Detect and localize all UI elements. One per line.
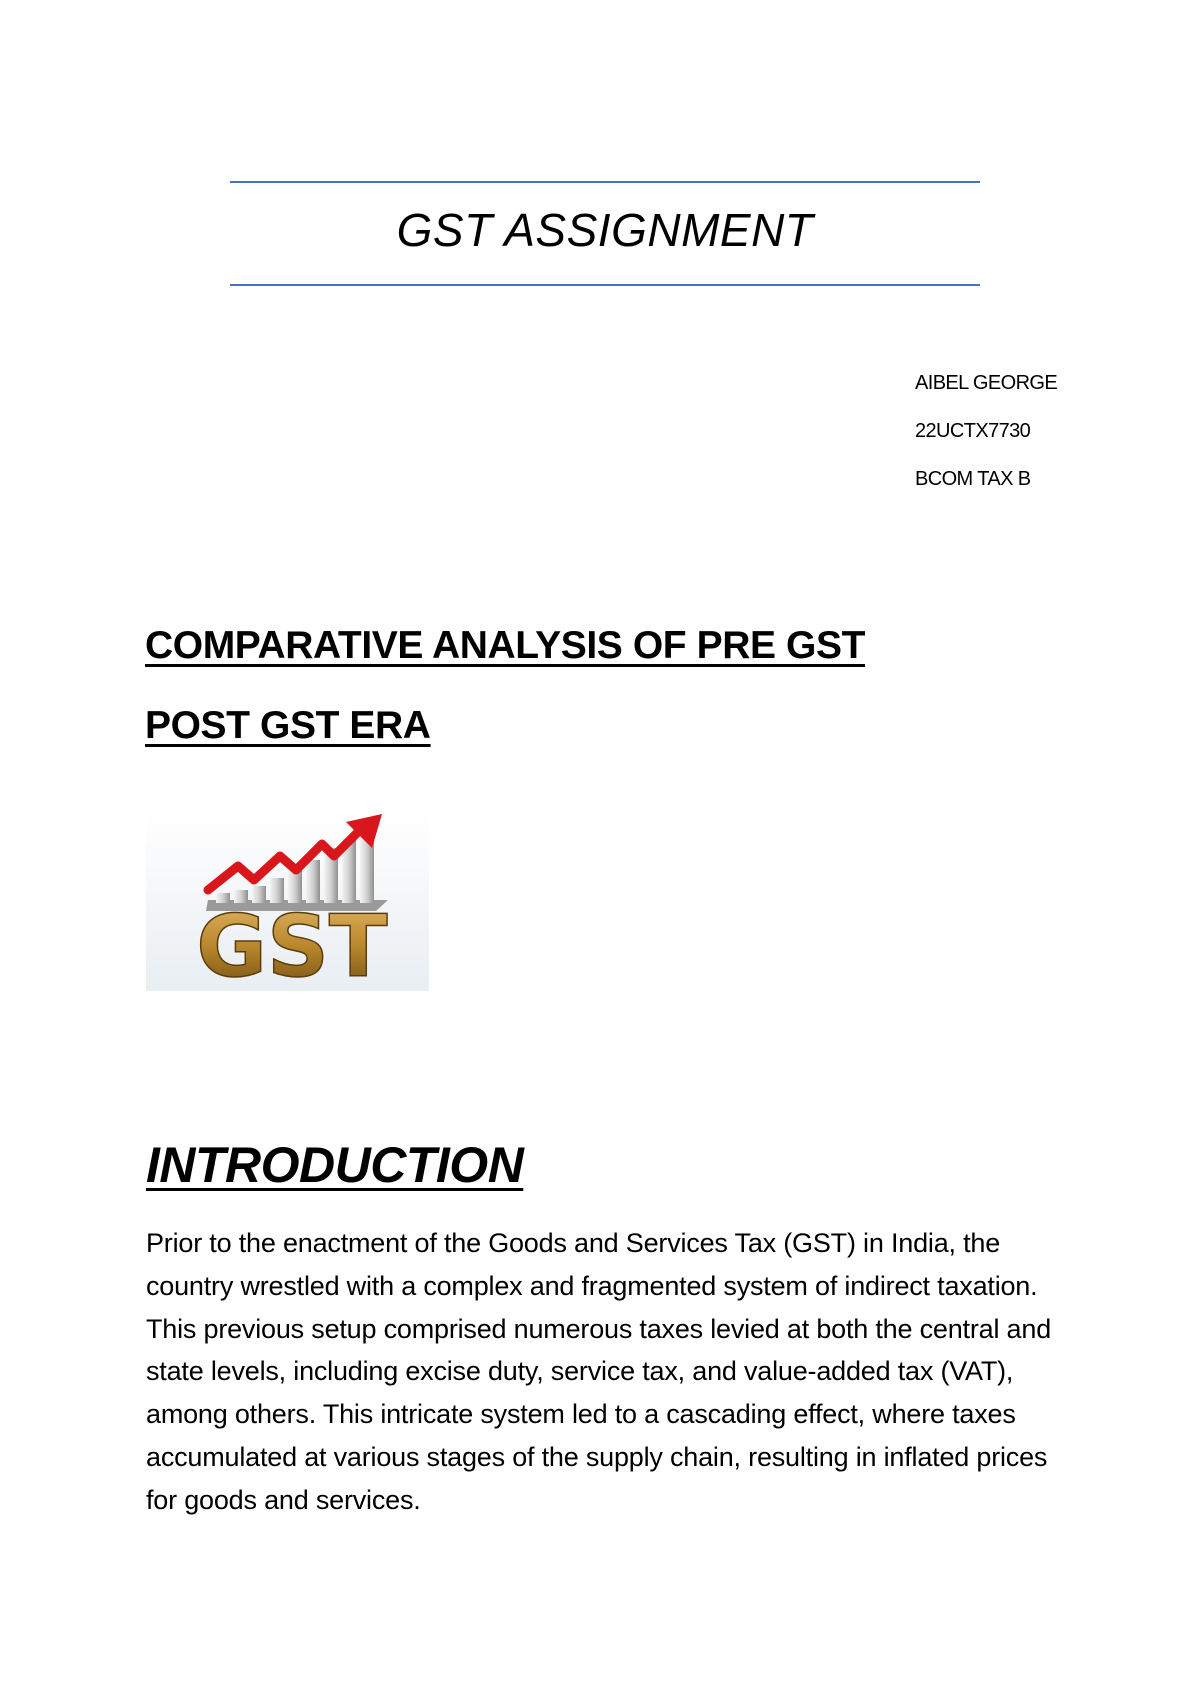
introduction-heading: INTRODUCTION: [146, 1137, 524, 1193]
author-id: 22UCTX7730: [915, 420, 1031, 442]
main-heading-line-1: COMPARATIVE ANALYSIS OF PRE GST: [145, 624, 866, 667]
title-top-rule: [230, 181, 980, 183]
author-name: AIBEL GEORGE: [915, 372, 1058, 394]
title-bottom-rule: [230, 284, 980, 286]
document-title: GST ASSIGNMENT: [396, 204, 814, 256]
introduction-body: Prior to the enactment of the Goods and Services Tax (GST) in India, the country wrestled with a complex and fragmented system of indirect taxation. This previous setup comprised numerous taxes levied at both the central and state levels, including excise duty, service tax, and value-added tax (VAT), among others. This intricate system led to a cascading effect, where taxes accumulated at various stages of the supply chain, resulting in inflated prices for goods and services.: [146, 1228, 1052, 1515]
gst-growth-chart-logo-icon: [146, 808, 429, 991]
logo-text: GST: [196, 897, 388, 991]
main-heading: [145, 606, 865, 766]
author-class: BCOM TAX B: [915, 468, 1031, 490]
main-heading-line-2: POST GST ERA: [145, 704, 431, 747]
author-block: [915, 368, 1057, 512]
